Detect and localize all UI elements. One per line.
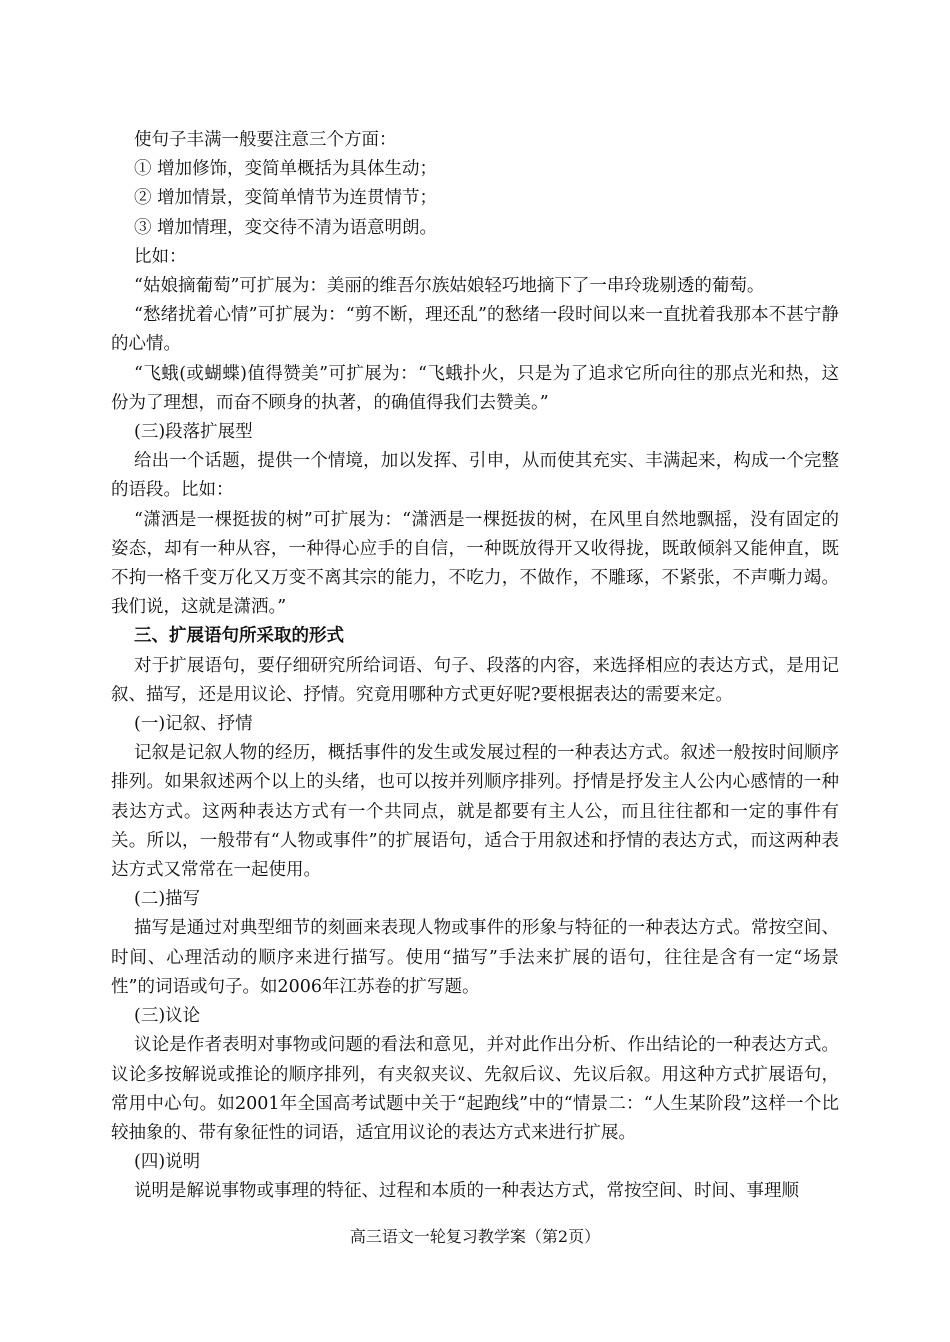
paragraph: 给出一个话题，提供一个情境，加以发挥、引申，从而使其充实、丰满起来，构成一个完整的语段。比如： [111,451,839,501]
example-paragraph: “姑娘摘葡萄”可扩展为：美丽的维吾尔族姑娘轻巧地摘下了一串玲珑剔透的葡萄。 [134,276,765,297]
example-paragraph: “潇洒是一棵挺拔的树”可扩展为：“潇洒是一棵挺拔的树，在风里自然地飘摇，没有固定的姿态，却有一种从容，一种得心应手的自信，一种既放得开又收得拢，既敢倾斜又能伸直，既不拘一格千变万化又万变不离其宗的能力，不吃力，不做作，不雕琢，不紧张，不声嘶力竭。我们说，这就是潇洒。” [111,509,839,618]
section-heading: 三、扩展语句所采取的形式 [134,626,344,647]
paragraph: 说明是解说事物或事理的特征、过程和本质的一种表达方式，常按空间、时间、事理顺 [134,1181,799,1202]
document-body [111,126,839,1207]
example-paragraph: “飞蛾(或蝴蝶)值得赞美”可扩展为：“飞蛾扑火，只是为了追求它所向往的那点光和热，这份为了理想，而奋不顾身的执著，的确值得我们去赞美。” [111,363,839,413]
subsection-title: (二)描写 [134,889,201,910]
subsection-title: (一)记叙、抒情 [134,714,253,735]
list-item: ② 增加情景，变简单情节为连贯情节； [134,188,438,209]
subsection-title: (三)议论 [134,1006,201,1027]
list-item: ① 增加修饰，变简单概括为具体生动； [134,159,438,180]
paragraph: 记叙是记叙人物的经历，概括事件的发生或发展过程的一种表达方式。叙述一般按时间顺序排列。如果叙述两个以上的头绪，也可以按并列顺序排列。抒情是抒发主人公内心感情的一种表达方式。这两种表达方式有一个共同点，就是都要有主人公，而且往往都和一定的事件有关。所以，一般带有“人物或事件”的扩展语句，适合于用叙述和抒情的表达方式，而这两种表达方式又常常在一起使用。 [111,743,839,881]
example-paragraph: “愁绪扰着心情”可扩展为：“剪不断，理还乱”的愁绪一段时间以来一直扰着我那本不甚宁静的心情。 [111,305,839,355]
subsection-title: (三)段落扩展型 [134,422,253,443]
list-item: ③ 增加情理，变交待不清为语意明朗。 [134,217,438,238]
paragraph: 议论是作者表明对事物或问题的看法和意见，并对此作出分析、作出结论的一种表达方式。议论多按解说或推论的顺序排列，有夹叙夹议、先叙后议、先议后叙。用这种方式扩展语句，常用中心句。如2001年全国高考试题中关于“起跑线”中的“情景二：“人生某阶段”这样一个比较抽象的、带有象征性的词语，适宜用议论的表达方式来进行扩展。 [111,1035,839,1143]
subsection-title: (四)说明 [134,1152,201,1173]
paragraph: 比如： [134,246,187,267]
paragraph: 对于扩展语句，要仔细研究所给词语、句子、段落的内容，来选择相应的表达方式，是用记叙、描写，还是用议论、抒情。究竟用哪种方式更好呢?要根据表达的需要来定。 [111,655,839,705]
paragraph: 使句子丰满一般要注意三个方面： [134,130,397,150]
paragraph: 描写是通过对典型细节的刻画来表现人物或事件的形象与特征的一种表达方式。常按空间、时间、心理活动的顺序来进行描写。使用“描写”手法来扩展的语句，往往是含有一定“场景性”的词语或句子。如2006年江苏卷的扩写题。 [111,918,839,997]
page-footer: 高三语文一轮复习教学案（第2页） [349,1227,601,1246]
